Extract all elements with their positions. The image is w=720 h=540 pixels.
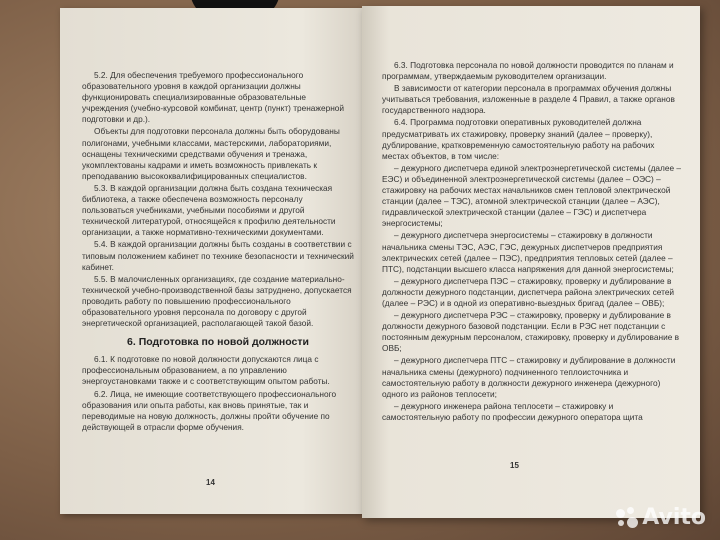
- paragraph-category: В зависимости от категории персонала в программах обучения должны учитываться требования, изложенные в разделе 4 Правил, а также органов государственного надзора.: [382, 83, 675, 116]
- paragraph-6-1: 6.1. К подготовке по новой должности допускаются лица с профессиональным образованием, а по управлению энергоустановками также и с соответствующим опытом работы.: [82, 354, 330, 387]
- paragraph-5-3: 5.3. В каждой организации должна быть создана техническая библиотека, а также обеспечена возможность персоналу пользоваться учебниками, учебными пособиями и другой технической литературой, относящейся к профилю деятельности организации, а также нормативно-техническими документами.: [82, 182, 336, 238]
- list-item-teploset: – дежурного инженера района теплосети – стажировку и самостоятельную работу по профессии дежурного оператора щита: [382, 400, 643, 422]
- right-page: [362, 6, 700, 518]
- paragraph-objects: Объекты для подготовки персонала должны быть оборудованы полигонами, учебными классами, мастерскими, лабораториями, оснащены техническими средствами обучения и тренажа, укомплектованы кадрами и иметь возможность привлекать к преподаванию высококвалифицированных специалистов.: [82, 126, 340, 181]
- watermark-text: Avito: [642, 505, 706, 530]
- paragraph-6-2: 6.2. Лица, не имеющие соответствующего профессионального образования или опыта работы, как вновь принятые, так и переводимые на новую должность, должны пройти обучение по действующей в отрасли форме обучения.: [82, 388, 337, 432]
- left-page: [60, 8, 362, 514]
- paragraph-5-5: 5.5. В малочисленных организациях, где создание материально-технической учебно-производственной базы затруднено, допускается проводить работу по повышению профессионального образовательного уровня персонала по договору с другой энергетической организацией, располагающей такой базой.: [82, 273, 352, 329]
- list-item-pes: – дежурного диспетчера ПЭС – стажировку, проверку и дублирование в должности дежурного подстанции, диспетчера района электрических сетей (далее – РЭС) и в одной из оперативно-выездных бригад (далее – ОВБ);: [382, 275, 675, 308]
- avito-watermark: [616, 505, 706, 530]
- left-page-text: [82, 70, 354, 433]
- list-item-res: – дежурного диспетчера РЭС – стажировку, проверку и дублирование в должности дежурного базовой подстанции. Если в РЭС нет подстанции с постоянным дежурным персоналом, стажировку, проверку и дублирование в ОВБ;: [382, 310, 680, 354]
- paragraph-5-4: 5.4. В каждой организации должны быть созданы в соответствии с типовым положением кабинет по технике безопасности и технический кабинет.: [82, 239, 354, 272]
- avito-logo-icon: [616, 507, 638, 529]
- paragraph-6-3: 6.3. Подготовка персонала по новой должности проводится по планам и программам, утверждаемым руководителем организации.: [382, 60, 674, 82]
- list-item-energosystem: – дежурного диспетчера энергосистемы – стажировку в должности начальника смены ТЭС, АЭС, ГЭС, дежурных диспетчеров предприятия электрических сетей (далее – ПЭС), предприятия тепловых сетей (далее – ПТС), подстанции высшего класса напряжения для данной энергосистемы;: [382, 230, 674, 274]
- right-page-text: [382, 60, 682, 423]
- section-title: 6. Подготовка по новой должности: [127, 336, 309, 349]
- list-item-pts: – дежурного диспетчера ПТС – стажировку и дублирование в должности начальника смены (дежурного) подчиненного теплоисточника и самостоятельную работу в должности дежурного инженера (дежурного) одного из районов теплосети;: [382, 355, 676, 399]
- page-number-left: 14: [206, 478, 215, 487]
- paragraph-6-4: 6.4. Программа подготовки оперативных руководителей должна предусматривать их стажировку, проверку знаний (далее – проверку), дублирование, кратковременную самостоятельную работу на рабочих местах объектов, в том числе:: [382, 117, 655, 161]
- paragraph-5-2: 5.2. Для обеспечения требуемого профессионального образовательного уровня в каждой организации должны функционировать специализированные образовательные учреждения (учебно-курсовой комбинат, центр (пункт) тренажерной подготовки и др.).: [82, 70, 345, 125]
- page-number-right: 15: [510, 461, 519, 470]
- list-item-ees: – дежурного диспетчера единой электроэнергетической системы (далее – ЕЭС) и объединенной электроэнергетической системы (далее – ОЭС) – стажировку на рабочих местах начальников смен тепловой электрической станции (далее – ТЭС), атомной электрической станции (далее – АЭС), гидравлической электрической станции (далее – ГЭС) и диспетчера энергосистемы;: [382, 162, 682, 229]
